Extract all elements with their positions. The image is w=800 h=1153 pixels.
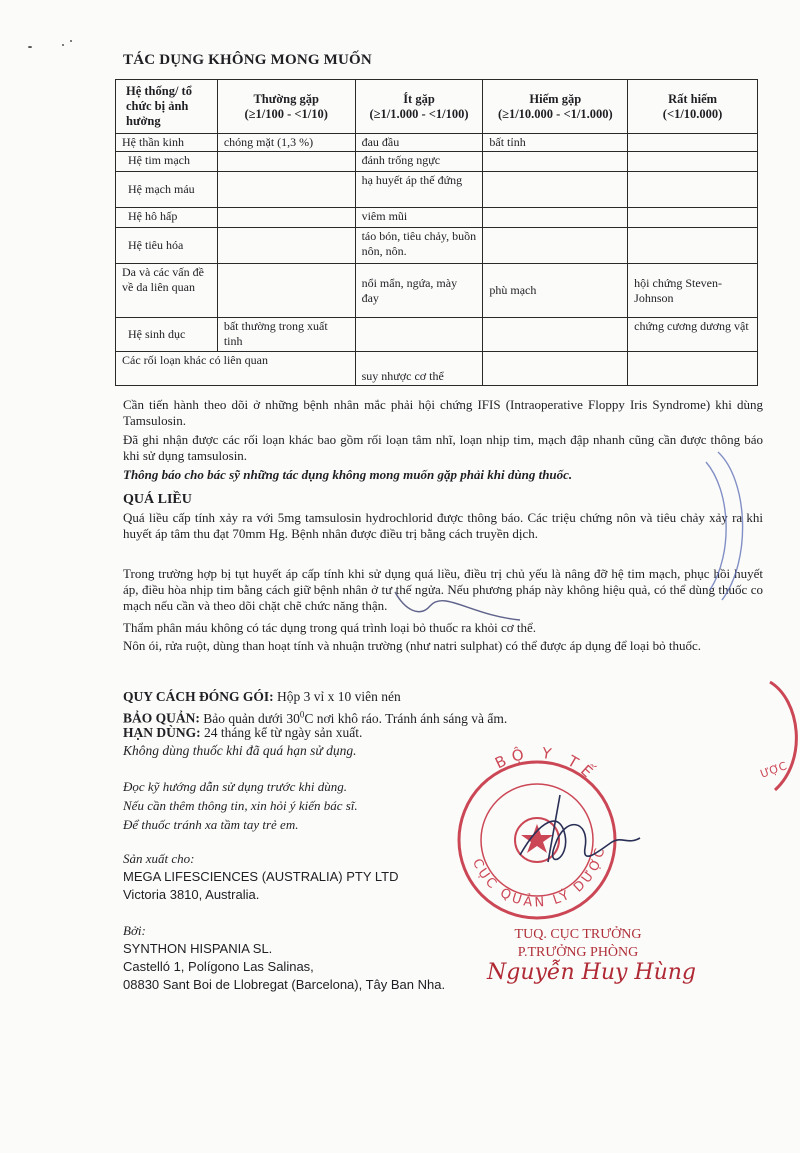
table-cell: chóng mặt (1,3 %) [217,134,355,152]
table-cell: hội chứng Steven-Johnson [628,264,758,318]
stamp-bottom-text: CỤC QUẢN LÝ DƯỢC [468,844,609,911]
header-common: Thường gặp (≥1/100 - <1/10) [217,80,355,134]
paragraph-other-disorders: Đã ghi nhận được các rối loạn khác bao gồm rối loạn tâm nhĩ, loạn nhịp tim, mạch đập nhanh cũng cần được thông báo khi sử dụng tamsulosin. [123,432,763,463]
expiry-note: Không dùng thuốc khi đã quá hạn sử dụng. [123,743,357,758]
paragraph-overdose-2: Trong trường hợp bị tụt huyết áp cấp tính khi sử dụng quá liều, điều trị chủ yếu là nâng đỡ hệ tim mạch, phục hồi huyết áp, điều hòa nhịp tim bằng cách giữ bệnh nhân ở tư thế ngửa. Nếu phương pháp này không hiệu quả, có thể dùng thuốc co mạch nếu cần và theo dõi chặt chẽ chức năng thận. [123,566,763,613]
manufactured-by-address-1: Castelló 1, Polígono Las Salinas, [123,959,314,974]
paragraph-ifis: Cần tiến hành theo dõi ở những bệnh nhân mắc phải hội chứng IFIS (Intraoperative Floppy Iris Syndrome) khi dùng Tamsulosin. [123,397,763,428]
expiry-value: 24 tháng kể từ ngày sản xuất. [204,725,363,740]
packaging-value: Hộp 3 vỉ x 10 viên nén [277,689,401,704]
storage-value: Bảo quản dưới $30^0C$ nơi khô ráo. Tránh ánh sáng và ẩm. [203,709,508,726]
manufactured-by-address-2: 08830 Sant Boi de Llobregat (Barcelona), Tây Ban Nha. [123,977,446,992]
manufactured-by-name: SYNTHON HISPANIA SL. [123,941,273,956]
paragraph-overdose-1: Quá liều cấp tính xảy ra với 5mg tamsulosin hydrochlorid được thông báo. Các triệu chứng nôn và tiêu chảy xảy ra khi huyết áp tâm thu đạt 70mm Hg. Bệnh nhân được điều trị bằng cách truyền dịch. [123,510,763,541]
manufactured-by-label: Bởi: [123,923,146,938]
header-very-rare: Rất hiếm (<1/10.000) [628,80,758,134]
expiry-label: HẠN DÙNG: [123,725,201,740]
table-cell: Hệ tim mạch [116,152,218,172]
table-cell: phù mạch [483,264,628,318]
manufactured-for-name: MEGA LIFESCIENCES (AUSTRALIA) PTY LTD [123,869,399,884]
table-cell: chứng cương dương vật [628,318,758,352]
table-cell: bất thường trong xuất tinh [217,318,355,352]
partial-stamp-right [759,682,797,790]
paragraph-overdose-4: Nôn ói, rửa ruột, dùng than hoạt tính và nhuận trường (như natri sulphat) có thể được áp dụng để loại bỏ thuốc. [123,638,702,653]
signature-title-1: TUQ. CỤC TRƯỞNG [514,927,642,942]
paragraph-overdose-3: Thẩm phân máu không có tác dụng trong quá trình loại bỏ thuốc ra khỏi cơ thể. [123,620,537,635]
table-cell: Các rối loạn khác có liên quan [116,352,356,386]
table-cell: viêm mũi [355,208,483,228]
signature-title-2: P.TRƯỞNG PHÒNG [517,945,639,960]
table-cell: nổi mẩn, ngứa, mày đay [355,264,483,318]
manufactured-for-label: Sản xuất cho: [123,851,195,866]
manufactured-for-address: Victoria 3810, Australia. [123,887,260,902]
storage-label: BẢO QUẢN: [123,710,200,726]
table-cell: Hệ sinh dục [116,318,218,352]
table-cell: bất tỉnh [483,134,628,152]
table-cell: Hệ hô hấp [116,208,218,228]
table-cell: đau đầu [355,134,483,152]
svg-text:ƯỢC: ƯỢC [758,759,789,781]
advice-line: Nếu cần thêm thông tin, xin hỏi ý kiến bác sĩ. [123,798,358,813]
partial-stamp-mid-right [706,452,743,600]
section-title-overdose: QUÁ LIỀU [123,492,192,507]
advice-line: Đọc kỹ hướng dẫn sử dụng trước khi dùng. [123,779,347,794]
signature-name: Nguyễn Huy Hùng [487,960,697,985]
table-cell: hạ huyết áp thế đứng [355,172,483,208]
header-system: Hệ thống/ tổ chức bị ảnh hưởng [116,80,218,134]
table-cell: táo bón, tiêu chảy, buồn nôn, nôn. [355,228,483,264]
table-cell: Hệ thần kinh [116,134,218,152]
table-cell: Hệ tiêu hóa [116,228,218,264]
notice-report-doctor: Thông báo cho bác sỹ những tác dụng không mong muốn gặp phải khi dùng thuốc. [123,467,573,482]
table-cell: đánh trống ngực [355,152,483,172]
stamp-top-text: BỘ Y TẾ [492,743,601,785]
packaging-label: QUY CÁCH ĐÓNG GÓI: [123,689,274,704]
advice-line: Để thuốc tránh xa tầm tay trẻ em. [123,817,299,832]
pen-mark [395,592,520,620]
table-cell: suy nhược cơ thể [355,352,483,386]
table-cell: Hệ mạch máu [116,172,218,208]
header-rare: Hiếm gặp (≥1/10.000 - <1/1.000) [483,80,628,134]
table-cell: Da và các vấn đề về da liên quan [116,264,218,318]
section-title-side-effects: TÁC DỤNG KHÔNG MONG MUỐN [123,52,372,68]
header-uncommon: Ít gặp (≥1/1.000 - <1/100) [355,80,483,134]
